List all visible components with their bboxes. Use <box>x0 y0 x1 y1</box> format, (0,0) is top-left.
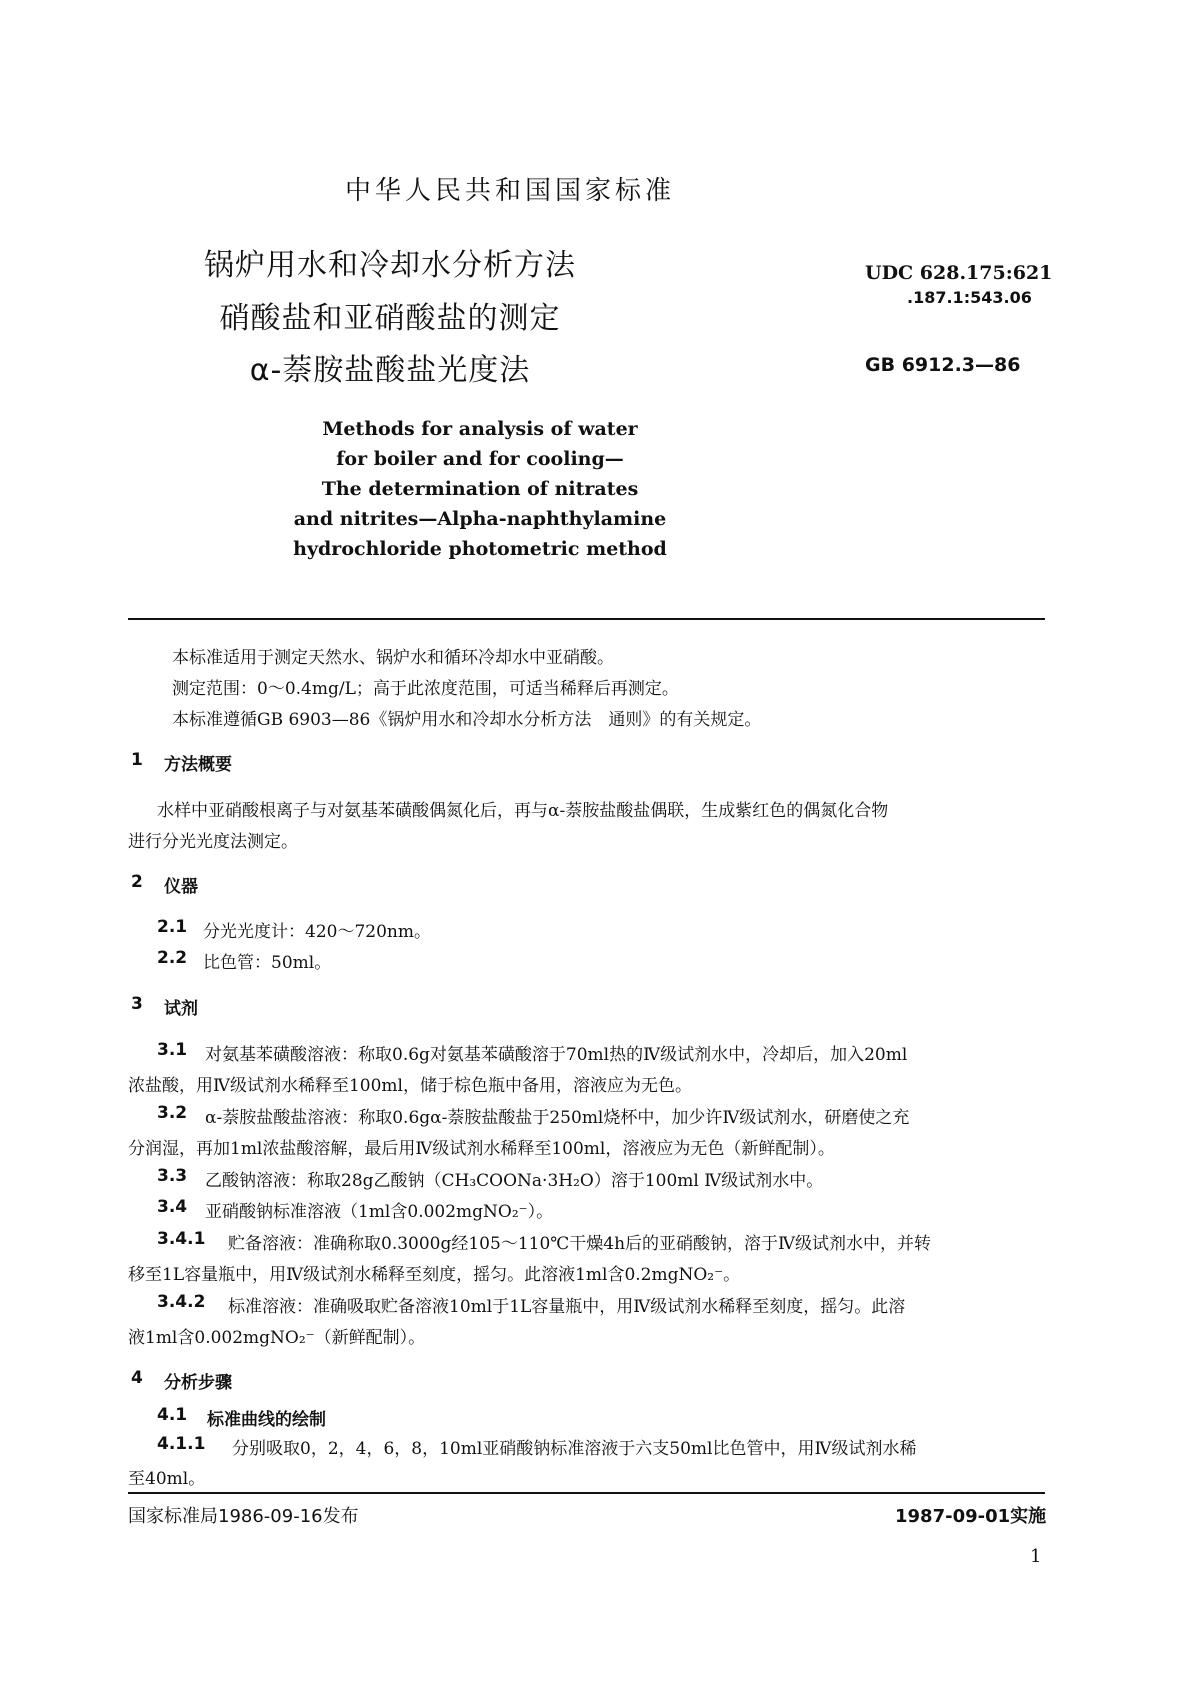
page-number: 1 <box>1030 1546 1042 1567</box>
gb-code: GB 6912.3—86 <box>865 354 1021 376</box>
footer-divider <box>128 1492 1045 1494</box>
section-4-title: 分析步骤 <box>164 1373 232 1393</box>
title-line-3: α-萘胺盐酸盐光度法 <box>249 353 531 388</box>
item-3-4-2-line-1: 标准溶液：准确吸取贮备溶液10ml于1L容量瓶中，用Ⅳ级试剂水稀释至刻度，摇匀。此溶 <box>228 1297 906 1317</box>
item-3-1-line-2: 浓盐酸，用Ⅳ级试剂水稀释至100ml，储于棕色瓶中备用，溶液应为无色。 <box>128 1076 692 1096</box>
english-title-line-2: for boiler and for cooling— <box>336 448 624 470</box>
section-1-body-line-1: 水样中亚硝酸根离子与对氨基苯磺酸偶氮化后，再与α-萘胺盐酸盐偶联，生成紫红色的偶氮化合物 <box>157 801 889 821</box>
english-title-line-1: Methods for analysis of water <box>322 418 638 440</box>
item-3-2-number: 3.2 <box>157 1103 188 1123</box>
item-2-2-number: 2.2 <box>157 948 188 968</box>
effective-date: 1987-09-01实施 <box>895 1506 1047 1527</box>
intro-line-2: 测定范围：0～0.4mg/L；高于此浓度范围，可适当稀释后再测定。 <box>172 679 679 699</box>
section-1-number: 1 <box>131 750 143 770</box>
section-3-number: 3 <box>131 994 143 1014</box>
item-3-4-1-line-2: 移至1L容量瓶中，用Ⅳ级试剂水稀释至刻度，摇匀。此溶液1ml含0.2mgNO₂⁻。 <box>128 1265 741 1285</box>
item-3-4-number: 3.4 <box>157 1197 188 1217</box>
intro-line-1: 本标准适用于测定天然水、锅炉水和循环冷却水中亚硝酸。 <box>172 648 614 668</box>
item-3-1-line-1: 对氨基苯磺酸溶液：称取0.6g对氨基苯磺酸溶于70ml热的Ⅳ级试剂水中，冷却后，加入20ml <box>205 1045 908 1065</box>
header-divider <box>128 618 1045 620</box>
section-3-title: 试剂 <box>164 999 198 1019</box>
national-standard-label: 中华人民共和国国家标准 <box>344 176 675 206</box>
item-3-3-number: 3.3 <box>157 1166 188 1186</box>
item-4-1-1-line-1: 分别吸取0，2，4，6，8，10ml亚硝酸钠标准溶液于六支50ml比色管中，用Ⅳ级试剂水稀 <box>232 1439 917 1459</box>
section-1-body-line-2: 进行分光光度法测定。 <box>128 832 298 852</box>
item-3-4-2-number: 3.4.2 <box>157 1292 206 1312</box>
section-2-title: 仪器 <box>164 877 198 897</box>
item-3-4-1-number: 3.4.1 <box>157 1229 206 1249</box>
item-2-2-text: 比色管：50ml。 <box>203 953 332 973</box>
title-line-2: 硝酸盐和亚硝酸盐的测定 <box>219 301 561 336</box>
subsection-4-1-number: 4.1 <box>157 1405 188 1425</box>
item-2-1-text: 分光光度计：420～720nm。 <box>203 922 431 942</box>
item-3-4-1-line-1: 贮备溶液：准确称取0.3000g经105～110℃干燥4h后的亚硝酸钠，溶于Ⅳ级试剂水中，并转 <box>228 1234 932 1254</box>
title-line-1: 锅炉用水和冷却水分析方法 <box>204 248 576 283</box>
english-title-line-3: The determination of nitrates <box>321 478 639 500</box>
section-1-title: 方法概要 <box>164 755 232 775</box>
item-3-1-number: 3.1 <box>157 1040 188 1060</box>
item-3-2-line-1: α-萘胺盐酸盐溶液：称取0.6gα-萘胺盐酸盐于250ml烧杯中，加少许Ⅳ级试剂水，研磨使之充 <box>205 1108 910 1128</box>
section-2-number: 2 <box>131 872 143 892</box>
section-4-number: 4 <box>131 1368 143 1388</box>
udc-code-line-2: .187.1:543.06 <box>907 288 1032 307</box>
item-2-1-number: 2.1 <box>157 917 188 937</box>
item-3-3-line-1: 乙酸钠溶液：称取28g乙酸钠（CH₃COONa·3H₂O）溶于100ml Ⅳ级试剂水中。 <box>205 1171 824 1191</box>
item-3-4-line-1: 亚硝酸钠标准溶液（1ml含0.002mgNO₂⁻）。 <box>205 1202 554 1222</box>
item-3-2-line-2: 分润湿，再加1ml浓盐酸溶解，最后用Ⅳ级试剂水稀释至100ml，溶液应为无色（新鲜配制）。 <box>128 1139 835 1159</box>
item-4-1-1-line-2: 至40ml。 <box>128 1464 209 1489</box>
item-3-4-2-line-2: 液1ml含0.002mgNO₂⁻（新鲜配制）。 <box>128 1328 426 1348</box>
english-title-line-4: and nitrites—Alpha-naphthylamine <box>293 508 667 530</box>
intro-line-3: 本标准遵循GB 6903—86《锅炉用水和冷却水分析方法 通则》的有关规定。 <box>172 710 762 730</box>
english-title-line-5: hydrochloride photometric method <box>293 538 667 560</box>
udc-code-line-1: UDC 628.175:621 <box>865 262 1053 284</box>
item-4-1-1-number: 4.1.1 <box>157 1434 206 1454</box>
subsection-4-1-title: 标准曲线的绘制 <box>207 1410 326 1430</box>
issued-date: 国家标准局1986-09-16发布 <box>128 1506 359 1527</box>
